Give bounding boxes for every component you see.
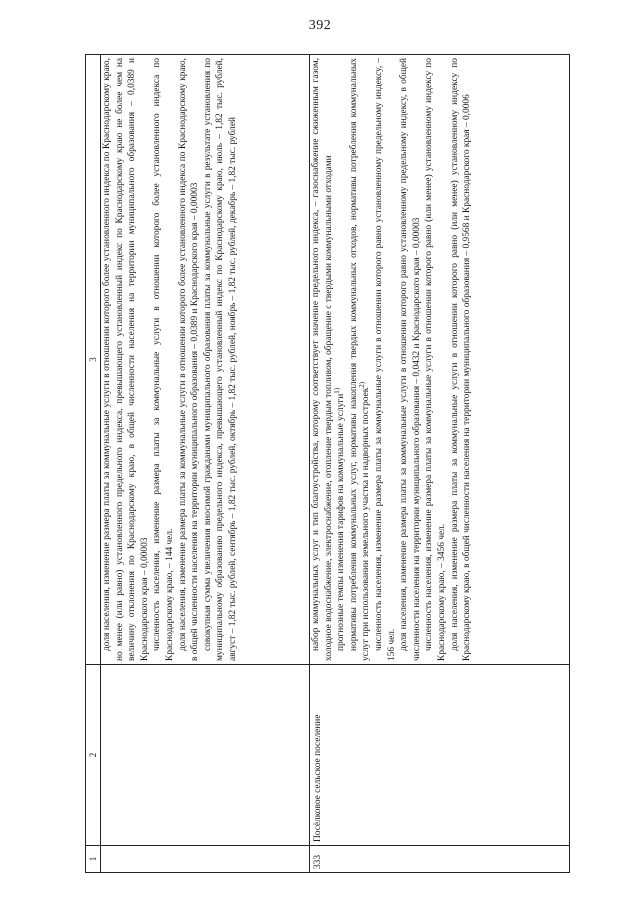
details-cell: [101, 55, 310, 665]
row-number-cell: [101, 846, 310, 873]
footnote-ref: 1): [333, 387, 342, 394]
details-cell: [310, 55, 570, 665]
detail-paragraph: доля населения, изменение размера платы за коммунальные услуги в отношении которого более установленного индекса по Краснодарскому краю, но менее (или равно) установленного предельного индекса, превышающего установленный индекс по Краснодарскому краю не более чем на величину отклонения по Краснодарскому краю, в общей численности населения на территории муниципального образования – 0,0389 и Краснодарского края – 0,00003: [102, 58, 150, 661]
settlement-cell: Посёлковое сельское поселение: [310, 665, 570, 846]
row-number-cell: 333: [310, 846, 570, 873]
detail-paragraph: численность населения, изменение размера платы за коммунальные услуги в отношении которого более установленного индекса по Краснодарскому краю, – 144 чел.: [152, 58, 175, 661]
table-header-row: [86, 55, 101, 873]
detail-paragraph: набор коммунальных услуг и тип благоустройства, которому соответствует значение предельного индекса, – газоснабжение сжиженным газом, холодное водоснабжение, электроснабжение, отопление твердым топливом, обращение с твердыми коммунальными отходами: [311, 58, 334, 661]
header-col-2: 2: [86, 665, 101, 846]
detail-paragraph: прогнозные темпы изменения тарифов на коммунальные услуги$^{1)}$: [333, 387, 347, 651]
detail-paragraph: доля населения, изменение размера платы за коммунальные услуги в отношении которого равно (или менее) установленному индексу по Краснодарскому краю, в общей численности населения на территории муниципального образования – 0,9568 и Краснодарского края – 0,0006: [449, 58, 473, 661]
footnote-ref: 2): [358, 381, 367, 388]
detail-paragraph: нормативы потребления коммунальных услуг, нормативы накопления твердых коммунальных отходов, нормативы потребления коммунальных услуг при использовании земельного участка и надворных построек$^{2)}$: [348, 58, 372, 661]
detail-paragraph: совокупная сумма увеличения вносимой гражданами муниципального образования платы за коммунальные услуги в результате установления по муниципальному образованию предельного индекса, превышающего установленный индекс по Краснодарскому краю, июль – 1,82 тыс. рублей, август – 1,82 тыс. рублей, сентябрь – 1,82 тыс. рублей, октябрь – 1,82 тыс. рублей, ноябрь – 1,82 тыс. рублей, декабрь – 1,82 тыс. рублей: [202, 58, 238, 661]
settlement-cell: [101, 665, 310, 846]
tariff-table: [85, 54, 570, 873]
rotated-table-container: [85, 55, 570, 873]
detail-paragraph: доля населения, изменение размера платы за коммунальные услуги в отношении которого равно установленному предельному индексу, в общей численности населения на территории муниципального образования – 0,0432 и Краснодарского края – 0,00003: [399, 58, 422, 661]
header-col-3: 3: [86, 55, 101, 665]
header-col-1: 1: [86, 846, 101, 873]
table-row-continuation: [101, 55, 310, 873]
page-number: 392: [308, 18, 332, 33]
detail-paragraph: численность населения, изменение размера платы за коммунальные услуги в отношении которого равно (или менее) установленному индексу по Краснодарскому краю, – 3456 чел.: [424, 58, 447, 661]
detail-paragraph: численность населения, изменение размера платы за коммунальные услуги в отношении которого равно установленному предельному индексу, – 156 чел.: [373, 58, 397, 661]
detail-paragraph: доля населения, изменение размера платы за коммунальные услуги в отношении которого более установленного индекса по Краснодарскому краю, в общей численности населения на территории муниципального образования – 0,0389 и Краснодарского края – 0,00003: [177, 58, 201, 661]
table-row-333: [310, 55, 570, 873]
